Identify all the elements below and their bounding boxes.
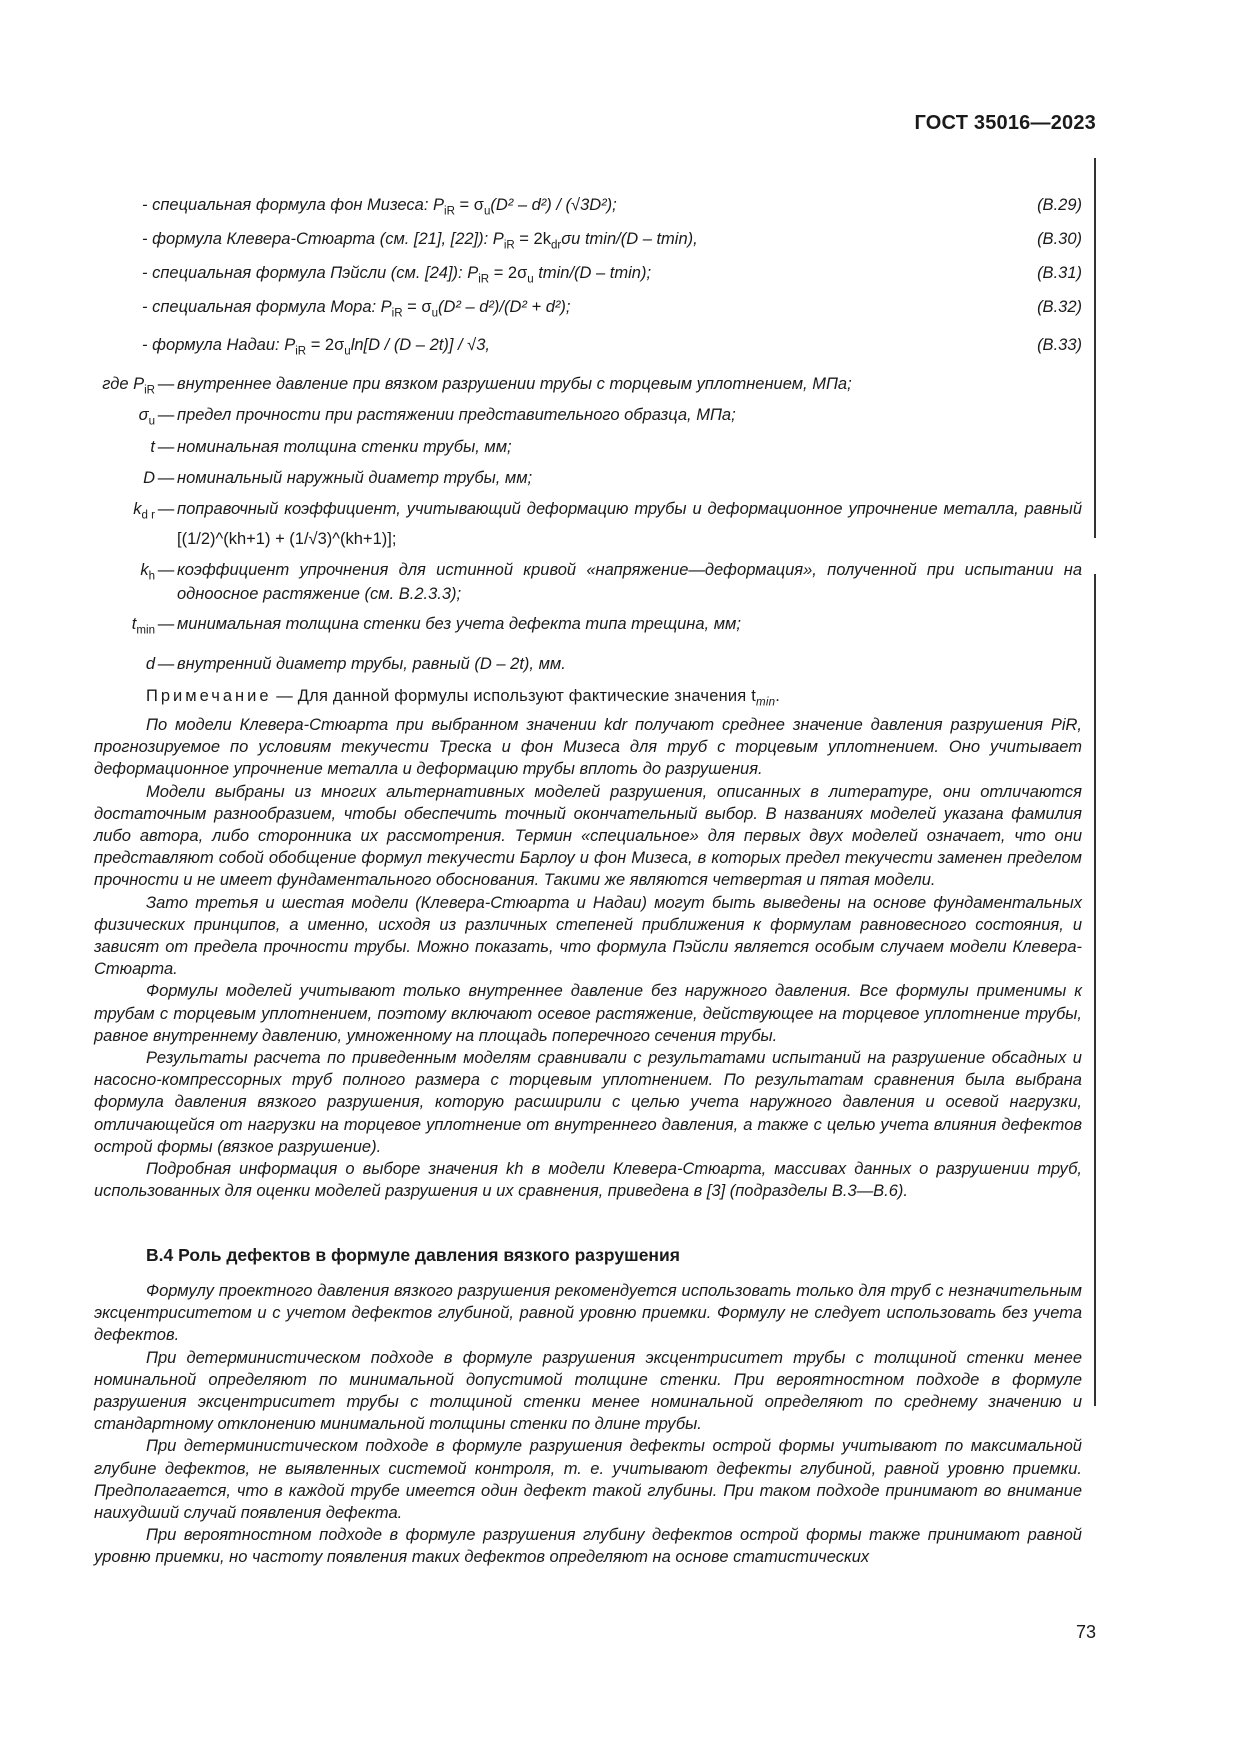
page-number: 73 [1075, 1622, 1096, 1642]
change-bar-top [1094, 158, 1096, 538]
formula-row [142, 222, 1082, 256]
definition-text: номинальный наружный диаметр трубы, мм; [177, 468, 533, 487]
formula-number: (B.29) [1037, 196, 1082, 214]
definition-row [80, 372, 1082, 402]
change-bar-bottom [1094, 574, 1096, 1406]
definition-row [80, 652, 1082, 682]
note-label: Примечание [146, 687, 272, 705]
definition-row [80, 558, 1082, 606]
definition-dash: — [157, 406, 175, 425]
formula-number: (B.30) [1037, 230, 1082, 248]
note [146, 687, 780, 708]
formula-text: - формула Надаи: $P_{iR} = 2\sigma_u\ln[D / (D - 2t)] / √3$, [142, 336, 490, 358]
formula-number: (B.31) [1037, 264, 1082, 282]
formula-text: - формула Клевера-Стюарта (см. [21], [22]): $P_{iR} = 2k_{dr}\sigma u$ tmin/(D – tmin), [142, 230, 698, 252]
paragraph: Формулы моделей учитывают только внутреннее давление без наружного давления. Все формулы применимы к трубам с торцевым уплотнением, поэтому включают осевое растяжение, действующее на торцевое уплотнение трубы, равное внутреннему давлению, умноженному на площадь поперечного сечения трубы. [94, 982, 1082, 1045]
formula-list [142, 188, 1082, 366]
formula-text: - специальная формула Пэйсли (см. [24]): $P_{iR} = 2\sigma_u$ tmin/(D – tmin); [142, 264, 652, 286]
definition-symbol: $k_{d r}$ [133, 500, 155, 522]
document-standard-number: ГОСТ 35016—2023 [914, 112, 1096, 134]
paragraph: При вероятностном подходе в формуле разрушения глубину дефектов острой формы также принимают равной уровню приемки, но частоту появления таких дефектов определяют на основе статистических [94, 1526, 1082, 1567]
paragraph: При детерминистическом подходе в формуле разрушения эксцентриситет трубы с толщиной стенки менее номинальной определяют по минимальной допустимой толщине стенки. При вероятностном подходе в формуле разрушения эксцентриситет трубы с толщиной стенки менее номинальной определяют по среднему значению и стандартному отклонению минимальной толщины стенки по длине трубы. [94, 1348, 1082, 1434]
definition-text: поправочный коэффициент, учитывающий деформацию трубы и деформационное упрочнение металла, равный [(1/2)^(kh+1) + (1/√3)^(kh+1)]; [177, 497, 1082, 557]
definition-text: внутренний диаметр трубы, равный (D – 2t), мм. [177, 655, 566, 674]
definition-row [80, 612, 1082, 642]
definition-symbol: где $P_{iR}$ [102, 375, 155, 397]
definition-symbol: $\sigma_u$ [138, 406, 155, 428]
definition-dash: — [157, 437, 175, 456]
definition-row [80, 497, 1082, 557]
note-subscript: min [756, 696, 776, 709]
formula-row [142, 324, 1082, 366]
definition-text: предел прочности при растяжении представительного образца, МПа; [177, 406, 736, 425]
definition-row [80, 466, 1082, 496]
section-heading: В.4 Роль дефектов в формуле давления вязкого разрушения [146, 1245, 680, 1265]
definition-text: внутреннее давление при вязком разрушении трубы с торцевым уплотнением, МПа; [177, 375, 852, 393]
formula-text: - специальная формула Мора: $P_{iR} = \sigma_u(D^2 - d^2)/(D^2 + d^2)$; [142, 298, 571, 320]
kdr-formula: [(1/2)^(kh+1) + (1/√3)^(kh+1)]; [177, 530, 397, 549]
body-text [94, 714, 1082, 1202]
definition-dash: — [157, 655, 175, 674]
definition-dash: — [157, 500, 175, 519]
symbol-definitions [80, 372, 1082, 684]
paragraph: Результаты расчета по приведенным моделям сравнивали с результатами испытаний на разрушение обсадных и насосно-компрессорных труб полного размера с торцевым уплотнением. По результатам сравнения была выбрана формула давления вязкого разрушения, которую расширили с целью учета наружного давления и осевой нагрузки, отличающейся от нагрузки на торцевое уплотнение от внутреннего давления, а также с целью учета влияния дефектов острой формы (вязкое разрушение). [94, 1049, 1082, 1156]
definition-row [80, 403, 1082, 433]
definition-text: коэффициент упрочнения для истинной кривой «напряжение—деформация», полученной при испытании на одноосное растяжение (см. В.2.3.3); [177, 561, 1082, 604]
paragraph: Формулу проектного давления вязкого разрушения рекомендуется использовать только для труб с незначительным эксцентриситетом и с учетом дефектов глубиной, равной уровню приемки. Формулу не следует использовать без учета дефектов. [94, 1282, 1082, 1345]
note-end: . [775, 687, 781, 705]
definition-dash: — [157, 375, 175, 393]
paragraph: По модели Клевера-Стюарта при выбранном значении kdr получают среднее значение давления разрушения PiR, прогнозируемое по условиям текучести Треска и фон Мизеса для труб с торцевым уплотнением. Оно учитывает деформационное упрочнение металла и деформацию трубы вплоть до разрушения. [94, 716, 1082, 779]
definition-row [80, 435, 1082, 465]
section-body-text [94, 1280, 1082, 1569]
paragraph: При детерминистическом подходе в формуле разрушения дефекты острой формы учитывают по максимальной глубине дефектов, не выявленных системой контроля, т. е. учитывают дефекты глубиной, равной уровню приемки. Предполагается, что в каждой трубе имеется один дефект такой глубины. При таком подходе принимают во внимание наихудший случай появления дефекта. [94, 1437, 1082, 1523]
formula-number: (B.32) [1037, 298, 1082, 316]
definition-symbol: d [145, 655, 155, 674]
formula-row [142, 290, 1082, 324]
definition-symbol: t [150, 437, 155, 456]
paragraph: Подробная информация о выборе значения kh в модели Клевера-Стюарта, массивах данных о разрушении труб, использованных для оценки моделей разрушения и их сравнения, приведена в [3] (подразделы В.3—В.6). [94, 1160, 1082, 1201]
definition-text: минимальная толщина стенки без учета дефекта типа трещина, мм; [177, 615, 741, 634]
definition-dash: — [157, 615, 175, 634]
formula-row [142, 256, 1082, 290]
definition-symbol: $k_h$ [140, 561, 155, 583]
definition-dash: — [157, 561, 175, 580]
definition-symbol: $t_{min}$ [131, 615, 155, 637]
formula-text: - специальная формула фон Мизеса: $P_{iR} = \sigma_u(D^2 - d^2) / (√3D^2)$; [142, 196, 617, 218]
note-text: — Для данной формулы используют фактические значения t [271, 687, 756, 705]
definition-text: номинальная толщина стенки трубы, мм; [177, 437, 512, 456]
definition-dash: — [157, 468, 175, 487]
formula-number: (B.33) [1037, 336, 1082, 354]
formula-row [142, 188, 1082, 222]
definition-symbol: D [143, 468, 155, 487]
paragraph: Зато третья и шестая модели (Клевера-Стюарта и Надаи) могут быть выведены на основе фундаментальных физических принципов, а именно, исходя из различных степеней приближения к формулам равновесного состояния, и зависят от предела прочности трубы. Можно показать, что формула Пэйсли является особым случаем модели Клевера-Стюарта. [94, 893, 1082, 979]
paragraph: Модели выбраны из многих альтернативных моделей разрушения, описанных в литературе, они отличаются достаточным разнообразием, чтобы обеспечить точный окончательный выбор. В названиях моделей указана фамилия либо автора, либо сторонника их рассмотрения. Термин «специальное» для первых двух моделей означает, что они представляют собой обобщение формул текучести Барлоу и фон Мизеса, в которых предел текучести заменен пределом прочности и не имеет фундаментального обоснования. Такими же являются четвертая и пятая модели. [94, 782, 1082, 890]
